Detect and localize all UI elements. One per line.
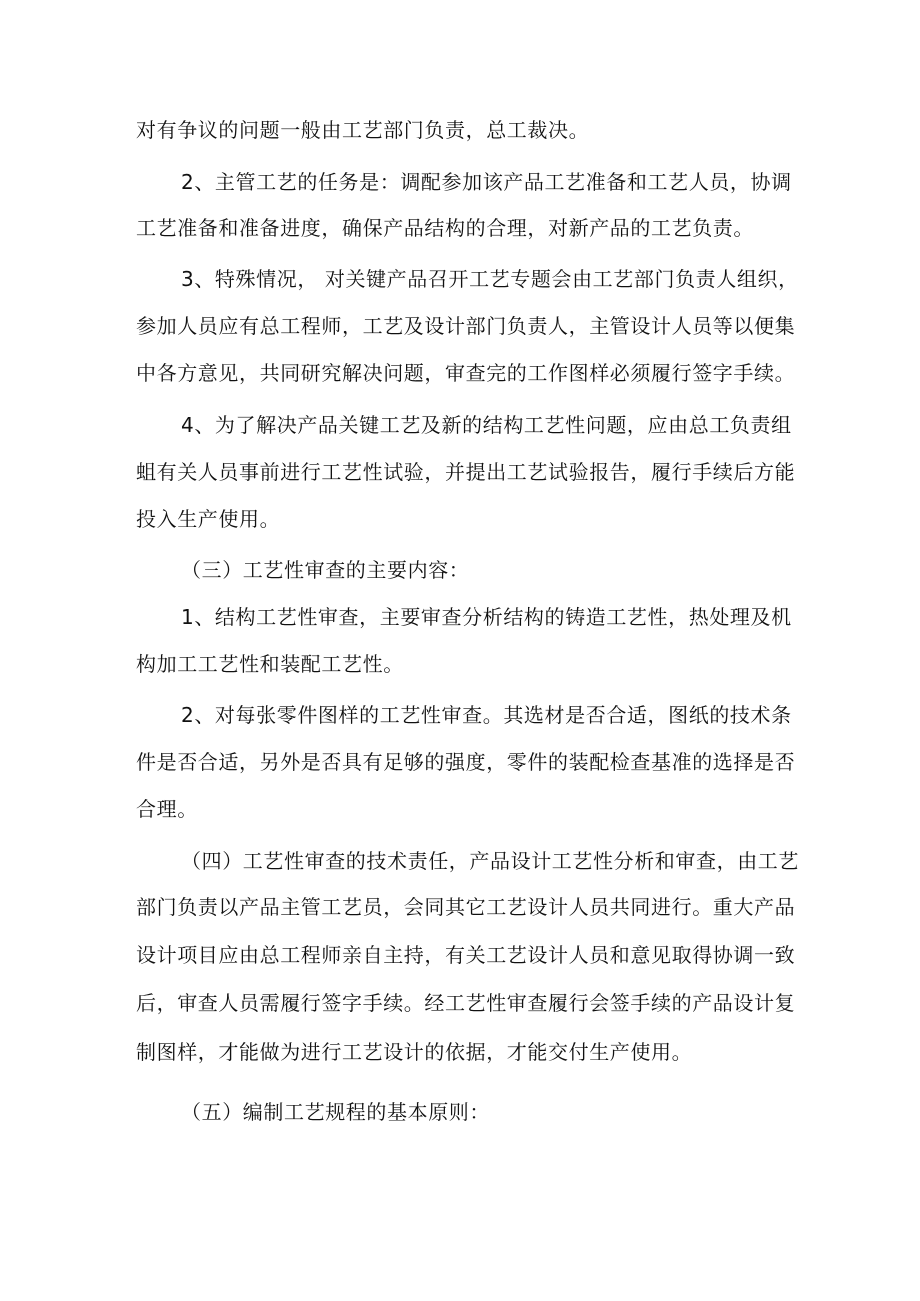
text-line: 1、结构工艺性审查，主要审查分析结构的铸造工艺性，热处理及机 bbox=[181, 605, 792, 629]
text-line: 工艺准备和准备进度，确保产品结构的合理，对新产品的工艺负责。 bbox=[136, 216, 754, 240]
text-line: 3、特殊情况， 对关键产品召开工艺专题会由工艺部门负责人组织， bbox=[181, 267, 799, 291]
text-line: 对有争议的问题一般由工艺部门负责，总工裁决。 bbox=[136, 118, 590, 142]
text-line: 件是否合适，另外是否具有足够的强度，零件的装配检查基准的选择是否 bbox=[136, 750, 796, 774]
text-line: 后，审查人员需履行签字手续。经工艺性审查履行会签手续的产品设计复 bbox=[136, 991, 796, 1015]
section-heading: （三）工艺性审查的主要内容： bbox=[181, 558, 470, 582]
text-line: 合理。 bbox=[136, 797, 198, 821]
text-line: 4、为了解决产品关键工艺及新的结构工艺性问题，应由总工负责组 bbox=[181, 413, 792, 437]
text-line: 参加人员应有总工程师，工艺及设计部门负责人，主管设计人员等以便集 bbox=[136, 314, 796, 338]
text-line: 构加工工艺性和装配工艺性。 bbox=[136, 652, 404, 676]
text-line: （四）工艺性审查的技术责任，产品设计工艺性分析和审查，由工艺 bbox=[181, 849, 799, 873]
text-line: 部门负责以产品主管工艺员，会同其它工艺设计人员共同进行。重大产品 bbox=[136, 895, 796, 919]
text-line: 投入生产使用。 bbox=[136, 507, 281, 531]
text-line: 中各方意见，共同研究解决问题，审查完的工作图样必须履行签字手续。 bbox=[136, 361, 796, 385]
text-line: 2、对每张零件图样的工艺性审查。其选材是否合适，图纸的技术条 bbox=[181, 703, 792, 727]
text-line: 制图样，才能做为进行工艺设计的依据，才能交付生产使用。 bbox=[136, 1040, 693, 1064]
section-heading: （五）编制工艺规程的基本原则： bbox=[181, 1100, 490, 1124]
text-line: 2、主管工艺的任务是：调配参加该产品工艺准备和工艺人员，协调 bbox=[181, 170, 792, 194]
text-line: 设计项目应由总工程师亲自主持，有关工艺设计人员和意见取得协调一致 bbox=[136, 943, 796, 967]
text-line: 蛆有关人员事前进行工艺性试验，并提出工艺试验报告，履行手续后方能 bbox=[136, 460, 796, 484]
